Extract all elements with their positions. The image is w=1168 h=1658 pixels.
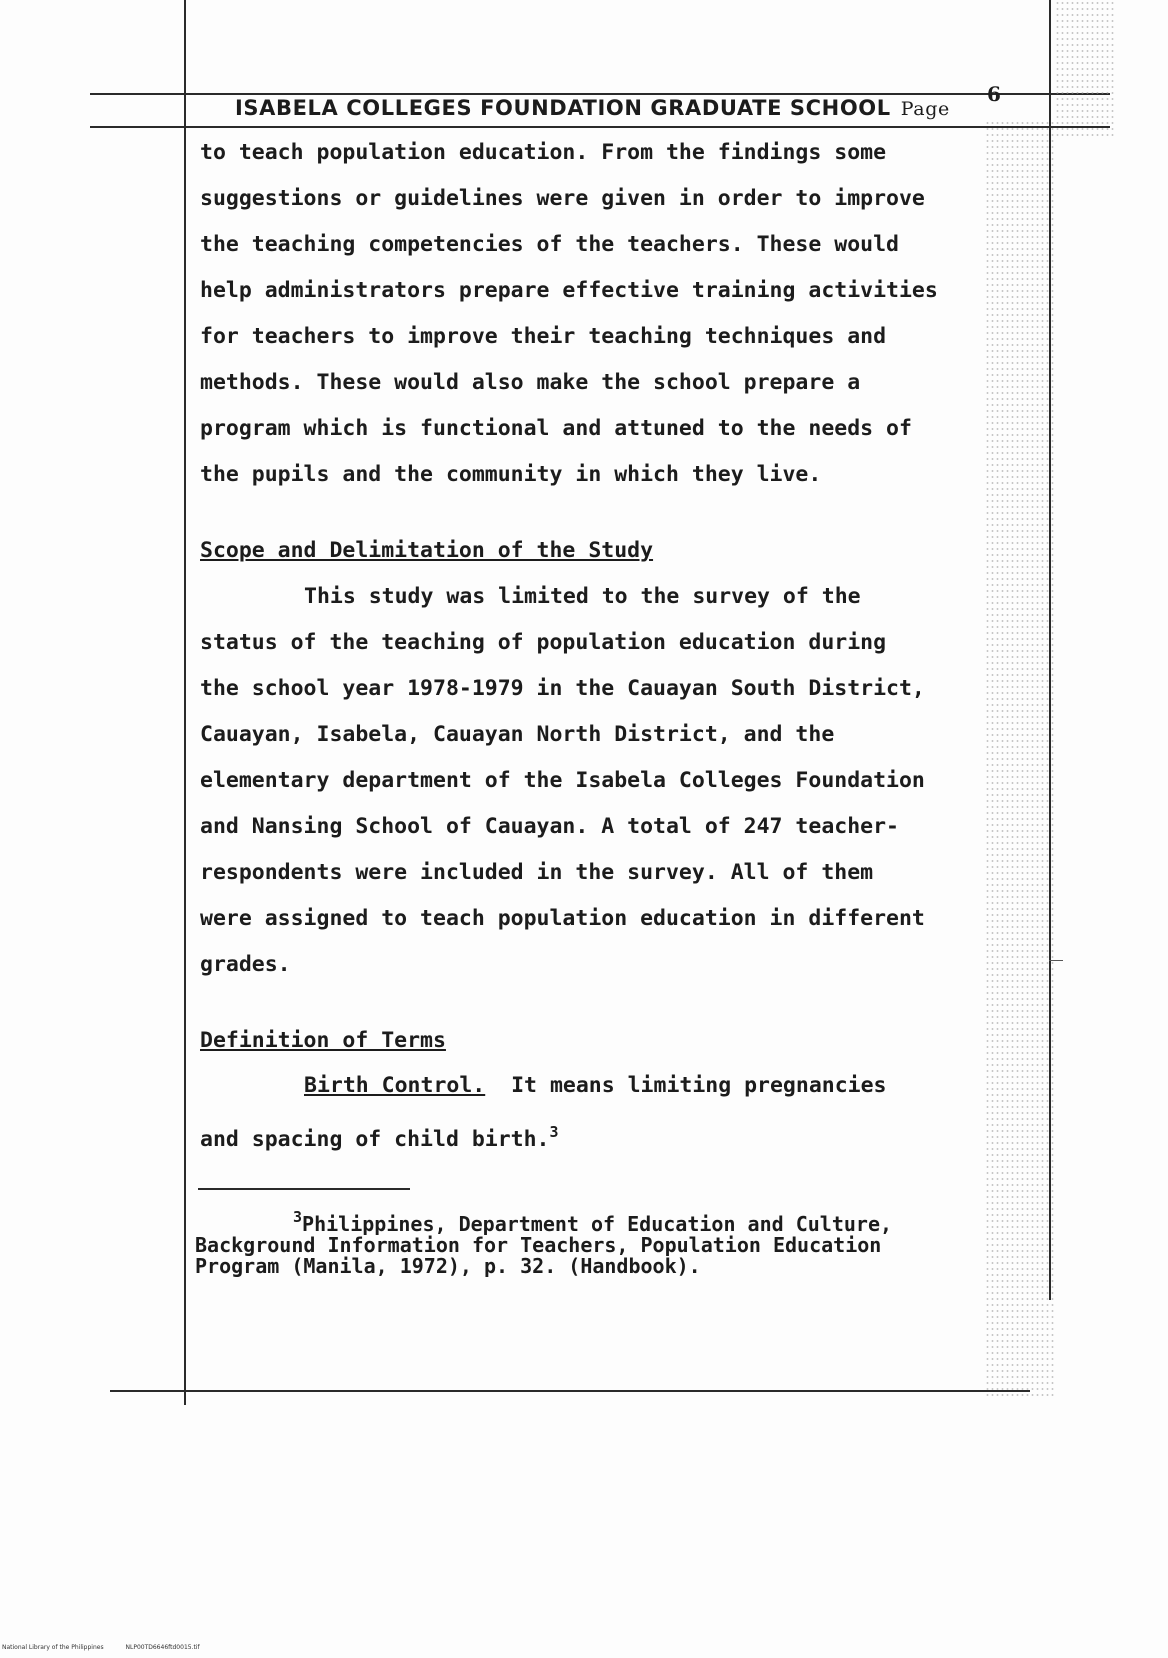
scope-paragraph [200,574,1030,988]
definition-line [200,1109,1030,1155]
definitions-heading: Definition of Terms [200,1028,446,1053]
scan-imprint [2,1644,220,1651]
scope-heading: Scope and Delimitation of the Study [200,538,654,563]
scan-noise-top [1055,0,1115,140]
paragraph-continuation [200,130,1030,498]
definition-paragraph [200,1063,1030,1155]
left-margin-rule [184,0,186,1405]
text-line: to teach population education. From the findings some [200,140,887,165]
text-line: grades. [200,952,291,977]
institution-name: ISABELA COLLEGES FOUNDATION GRADUATE SCHOOL [235,96,891,120]
definition-text: and spacing of child birth. [200,1127,550,1152]
letterhead [235,82,1002,120]
text-line: the school year 1978-1979 in the Cauayan South District, [200,676,925,701]
definition-line [200,1063,1030,1109]
text-line: methods. These would also make the school prepare a [200,370,861,395]
footnote-separator [198,1188,410,1190]
footnote-marker: 3 [293,1208,303,1226]
defined-term: Birth Control. [304,1073,486,1098]
text-line: respondents were included in the survey. All of them [200,860,874,885]
library-name: National Library of the Philippines [2,1644,104,1651]
text-line: This study was limited to the survey of the [304,584,861,609]
footnote-reference: 3 [549,1123,559,1141]
footnote [195,1207,1035,1277]
header-bottom-rule [90,126,1110,128]
footnote-line: Background Information for Teachers, Population Education [195,1233,882,1257]
text-line: the pupils and the community in which they live. [200,462,822,487]
text-line: elementary department of the Isabela Colleges Foundation [200,768,925,793]
footer-rule [110,1390,1030,1392]
text-line: program which is functional and attuned to the needs of [200,416,912,441]
page-number: 6 [987,82,1002,106]
text-line: and Nansing School of Cauayan. A total of 247 teacher- [200,814,899,839]
footnote-line: Program (Manila, 1972), p. 32. (Handbook). [195,1254,701,1278]
text-line: status of the teaching of population education during [200,630,887,655]
text-line: for teachers to improve their teaching techniques and [200,324,887,349]
page-label: Page [900,98,950,120]
text-line: the teaching competencies of the teachers. These would [200,232,899,257]
text-line: Cauayan, Isabela, Cauayan North District, and the [200,722,835,747]
text-line: help administrators prepare effective training activities [200,278,938,303]
footnote-line [195,1207,1035,1235]
text-line: were assigned to teach population education in different [200,906,925,931]
text-line: suggestions or guidelines were given in order to improve [200,186,925,211]
file-name: NLP00TD6646ftd0015.tif [125,1644,200,1651]
header-top-rule [90,93,1110,95]
definition-text: It means limiting pregnancies [511,1073,887,1098]
footnote-text: Philippines, Department of Education and Culture, [302,1212,893,1236]
